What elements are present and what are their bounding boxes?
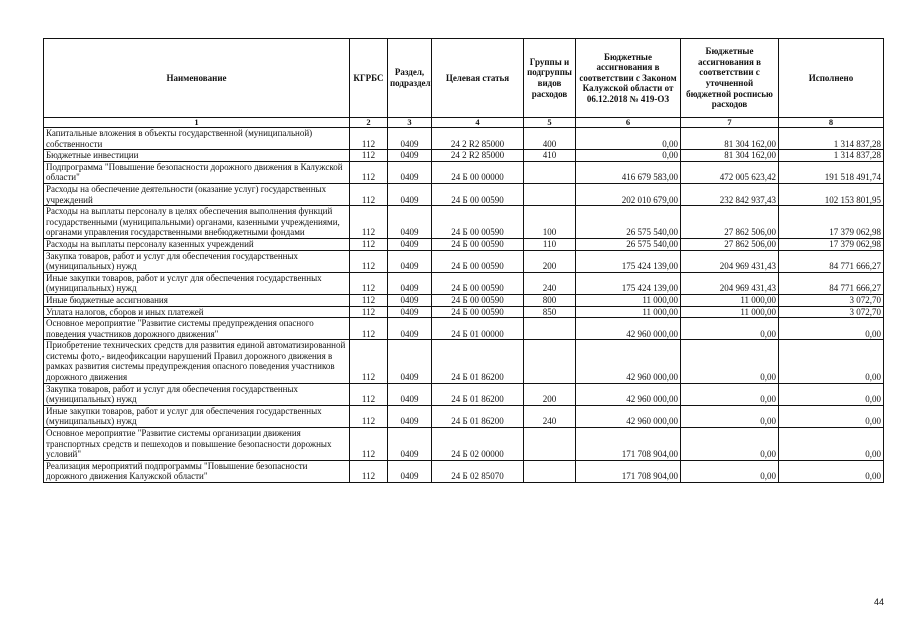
table-row [44,405,884,427]
row-executed: 0,00 [779,460,884,482]
header-kgrbs: КГРБС [350,39,388,118]
row-name: Основное мероприятие "Развитие системы предупреждения опасного поведения участников дорожного движения" [44,318,350,340]
row-kgrbs: 112 [350,206,388,239]
row-law: 26 575 540,00 [576,206,681,239]
row-law: 42 960 000,00 [576,383,681,405]
row-updated: 204 969 431,43 [681,272,779,294]
row-target: 24 Б 01 00000 [432,318,524,340]
row-target: 24 Б 00 00590 [432,306,524,318]
row-group: 100 [524,206,576,239]
row-name: Основное мероприятие "Развитие системы организации движения транспортных средств и пешеходов и повышение безопасности дорожных условий" [44,428,350,461]
header-law: Бюджетные ассигнования в соответствии с Законом Калужской области от 06.12.2018 № 419-ОЗ [576,39,681,118]
row-law: 175 424 139,00 [576,272,681,294]
table-row [44,460,884,482]
row-law: 171 708 904,00 [576,460,681,482]
row-updated: 0,00 [681,405,779,427]
row-section: 0409 [388,383,432,405]
row-updated: 81 304 162,00 [681,128,779,150]
column-number: 4 [432,118,524,128]
row-name: Бюджетные инвестиции [44,150,350,162]
row-executed: 102 153 801,95 [779,183,884,205]
row-section: 0409 [388,183,432,205]
row-kgrbs: 112 [350,183,388,205]
row-kgrbs: 112 [350,405,388,427]
row-group: 850 [524,306,576,318]
row-group [524,161,576,183]
row-law: 0,00 [576,128,681,150]
row-executed: 84 771 666,27 [779,272,884,294]
row-law: 416 679 583,00 [576,161,681,183]
row-executed: 0,00 [779,383,884,405]
row-group: 410 [524,150,576,162]
row-group [524,340,576,383]
row-section: 0409 [388,460,432,482]
table-row [44,150,884,162]
row-section: 0409 [388,150,432,162]
column-number: 1 [44,118,350,128]
row-section: 0409 [388,238,432,250]
row-target: 24 Б 01 86200 [432,340,524,383]
row-executed: 3 072,70 [779,294,884,306]
row-group: 200 [524,383,576,405]
row-section: 0409 [388,294,432,306]
row-kgrbs: 112 [350,238,388,250]
column-number: 7 [681,118,779,128]
row-section: 0409 [388,318,432,340]
row-law: 11 000,00 [576,306,681,318]
row-section: 0409 [388,161,432,183]
row-executed: 0,00 [779,428,884,461]
row-updated: 472 005 623,42 [681,161,779,183]
column-number: 8 [779,118,884,128]
row-kgrbs: 112 [350,250,388,272]
row-kgrbs: 112 [350,294,388,306]
row-group [524,460,576,482]
row-updated: 81 304 162,00 [681,150,779,162]
table-row [44,383,884,405]
row-name: Закупка товаров, работ и услуг для обеспечения государственных (муниципальных) нужд [44,383,350,405]
row-section: 0409 [388,250,432,272]
row-updated: 0,00 [681,318,779,340]
row-group [524,318,576,340]
row-law: 42 960 000,00 [576,405,681,427]
row-law: 202 010 679,00 [576,183,681,205]
header-row [44,39,884,118]
row-name: Иные бюджетные ассигнования [44,294,350,306]
row-section: 0409 [388,128,432,150]
row-target: 24 Б 00 00590 [432,250,524,272]
row-target: 24 Б 00 00590 [432,238,524,250]
row-section: 0409 [388,306,432,318]
table-row [44,238,884,250]
row-kgrbs: 112 [350,150,388,162]
row-executed: 0,00 [779,405,884,427]
row-executed: 0,00 [779,318,884,340]
row-section: 0409 [388,206,432,239]
row-updated: 0,00 [681,460,779,482]
row-executed: 3 072,70 [779,306,884,318]
row-name: Расходы на выплаты персоналу в целях обеспечения выполнения функций государственными (муниципальными) органами, казенными учреждениями, органами управления государственными внебюджетными фондами [44,206,350,239]
row-group: 200 [524,250,576,272]
row-executed: 84 771 666,27 [779,250,884,272]
column-number-row [44,118,884,128]
row-target: 24 Б 01 86200 [432,383,524,405]
table-row [44,128,884,150]
row-kgrbs: 112 [350,428,388,461]
row-updated: 0,00 [681,383,779,405]
row-updated: 11 000,00 [681,294,779,306]
row-kgrbs: 112 [350,272,388,294]
column-number: 2 [350,118,388,128]
column-number: 3 [388,118,432,128]
row-kgrbs: 112 [350,460,388,482]
header-target: Целевая статья [432,39,524,118]
row-group [524,428,576,461]
row-group: 110 [524,238,576,250]
row-executed: 17 379 062,98 [779,206,884,239]
row-target: 24 Б 02 85070 [432,460,524,482]
table-row [44,340,884,383]
row-name: Приобретение технических средств для развития единой автоматизированной системы фото,- видеофиксации нарушений Правил дорожного движения в рамках развития системы предупреждения опасного поведения участников дорожного движения [44,340,350,383]
budget-table [43,38,884,483]
row-section: 0409 [388,272,432,294]
row-kgrbs: 112 [350,383,388,405]
header-section: Раздел, подраздел [388,39,432,118]
table-row [44,206,884,239]
row-target: 24 2 R2 85000 [432,150,524,162]
row-executed: 1 314 837,28 [779,150,884,162]
row-law: 175 424 139,00 [576,250,681,272]
row-target: 24 Б 01 86200 [432,405,524,427]
row-section: 0409 [388,428,432,461]
row-law: 26 575 540,00 [576,238,681,250]
row-name: Реализация мероприятий подпрограммы "Повышение безопасности дорожного движения Калужской области" [44,460,350,482]
table-row [44,294,884,306]
header-executed: Исполнено [779,39,884,118]
table-row [44,428,884,461]
row-group: 240 [524,272,576,294]
row-target: 24 Б 00 00000 [432,161,524,183]
row-name: Иные закупки товаров, работ и услуг для обеспечения государственных (муниципальных) нужд [44,405,350,427]
row-updated: 204 969 431,43 [681,250,779,272]
row-kgrbs: 112 [350,161,388,183]
row-group: 800 [524,294,576,306]
row-updated: 232 842 937,43 [681,183,779,205]
row-section: 0409 [388,405,432,427]
row-law: 11 000,00 [576,294,681,306]
row-executed: 0,00 [779,340,884,383]
row-name: Расходы на выплаты персоналу казенных учреждений [44,238,350,250]
row-law: 171 708 904,00 [576,428,681,461]
row-name: Капитальные вложения в объекты государственной (муниципальной) собственности [44,128,350,150]
row-target: 24 2 R2 85000 [432,128,524,150]
column-number: 6 [576,118,681,128]
row-group [524,183,576,205]
row-updated: 0,00 [681,428,779,461]
table-row [44,272,884,294]
row-name: Расходы на обеспечение деятельности (оказание услуг) государственных учреждений [44,183,350,205]
row-target: 24 Б 00 00590 [432,272,524,294]
header-name: Наименование [44,39,350,118]
row-law: 42 960 000,00 [576,318,681,340]
table-row [44,183,884,205]
table-row [44,250,884,272]
row-executed: 1 314 837,28 [779,128,884,150]
header-group: Группы и подгруппы видов расходов [524,39,576,118]
row-updated: 11 000,00 [681,306,779,318]
row-target: 24 Б 02 00000 [432,428,524,461]
row-target: 24 Б 00 00590 [432,294,524,306]
row-updated: 27 862 506,00 [681,238,779,250]
row-updated: 0,00 [681,340,779,383]
row-target: 24 Б 00 00590 [432,183,524,205]
table-row [44,161,884,183]
row-kgrbs: 112 [350,128,388,150]
table-row [44,318,884,340]
header-updated: Бюджетные ассигнования в соответствии с уточненной бюджетной росписью расходов [681,39,779,118]
column-number: 5 [524,118,576,128]
row-executed: 17 379 062,98 [779,238,884,250]
row-group: 400 [524,128,576,150]
row-kgrbs: 112 [350,340,388,383]
row-section: 0409 [388,340,432,383]
row-law: 42 960 000,00 [576,340,681,383]
row-name: Уплата налогов, сборов и иных платежей [44,306,350,318]
row-updated: 27 862 506,00 [681,206,779,239]
row-kgrbs: 112 [350,306,388,318]
row-group: 240 [524,405,576,427]
row-law: 0,00 [576,150,681,162]
table-row [44,306,884,318]
row-executed: 191 518 491,74 [779,161,884,183]
page-number: 44 [874,597,885,607]
row-kgrbs: 112 [350,318,388,340]
row-name: Подпрограмма "Повышение безопасности дорожного движения в Калужской области" [44,161,350,183]
row-name: Закупка товаров, работ и услуг для обеспечения государственных (муниципальных) нужд [44,250,350,272]
row-target: 24 Б 00 00590 [432,206,524,239]
row-name: Иные закупки товаров, работ и услуг для обеспечения государственных (муниципальных) нужд [44,272,350,294]
